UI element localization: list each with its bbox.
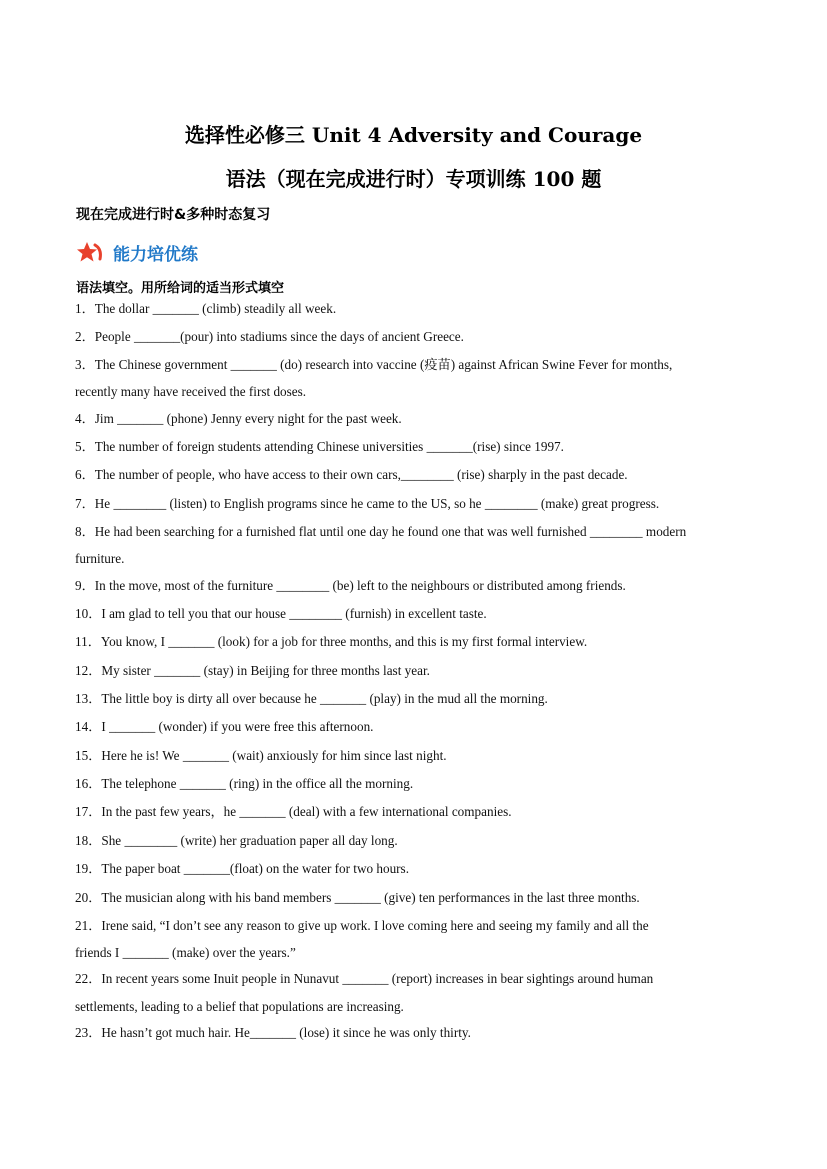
question-item: 10．I am glad to tell you that our house ________ (furnish) in excellent taste.: [75, 606, 487, 621]
badge-label: 能力培优练: [113, 245, 198, 265]
question-item: 19．The paper boat _______(float) on the water for two hours.: [75, 861, 409, 876]
question-item: 22．In recent years some Inuit people in Nunavut _______ (report) increases in bear sightings around human: [75, 971, 654, 986]
question-item: 7．He ________ (listen) to English programs since he came to the US, so he ________ (make) great progress.: [75, 496, 660, 511]
question-item: 13．The little boy is dirty all over because he _______ (play) in the mud all the morning.: [75, 691, 548, 706]
question-item-continuation: furniture.: [75, 551, 125, 566]
question-item: 5．The number of foreign students attending Chinese universities _______(rise) since 1997.: [75, 439, 564, 454]
question-item: 21．Irene said, “I don’t see any reason to give up work. I love coming here and seeing my family and all the: [75, 918, 649, 933]
question-item: 3．The Chinese government _______ (do) research into vaccine (疫苗) against African Swine Fever for months,: [75, 357, 673, 372]
document-subtitle: 语法（现在完成进行时）专项训练 100 题: [225, 167, 602, 191]
question-item: 1．The dollar _______ (climb) steadily all week.: [75, 301, 337, 316]
question-item-continuation: recently many have received the first doses.: [75, 384, 307, 399]
question-item: 18．She ________ (write) her graduation paper all day long.: [75, 833, 398, 848]
question-item: 4．Jim _______ (phone) Jenny every night for the past week.: [75, 411, 402, 426]
question-item: 16．The telephone _______ (ring) in the office all the morning.: [75, 776, 414, 791]
question-item: 20．The musician along with his band members _______ (give) ten performances in the last three months.: [75, 890, 640, 905]
question-item-continuation: settlements, leading to a belief that populations are increasing.: [75, 999, 404, 1014]
question-item: 12．My sister _______ (stay) in Beijing for three months last year.: [75, 663, 430, 678]
question-item: 11．You know, I _______ (look) for a job for three months, and this is my first formal interview.: [75, 634, 588, 649]
question-item: 2．People _______(pour) into stadiums since the days of ancient Greece.: [75, 329, 464, 344]
question-item: 23．He hasn’t got much hair. He_______ (lose) it since he was only thirty.: [75, 1025, 471, 1040]
question-item: 8．He had been searching for a furnished flat until one day he found one that was well furnished ________ modern: [75, 524, 687, 539]
question-item: 6．The number of people, who have access to their own cars,________ (rise) sharply in the past decade.: [75, 467, 628, 482]
question-item-continuation: friends I _______ (make) over the years.”: [75, 945, 296, 960]
question-item: 15．Here he is! We _______ (wait) anxiously for him since last night.: [75, 748, 447, 763]
document-title: 选择性必修三 Unit 4 Adversity and Courage: [184, 123, 643, 147]
question-item: 17．In the past few years，he _______ (deal) with a few international companies.: [75, 804, 512, 819]
star-icon: [76, 241, 106, 263]
question-item: 14．I _______ (wonder) if you were free this afternoon.: [75, 719, 374, 734]
section-heading: 现在完成进行时&多种时态复习: [76, 207, 271, 223]
exercise-instruction: 语法填空。用所给词的适当形式填空: [76, 281, 285, 296]
question-item: 9．In the move, most of the furniture ________ (be) left to the neighbours or distributed among friends.: [75, 578, 626, 593]
